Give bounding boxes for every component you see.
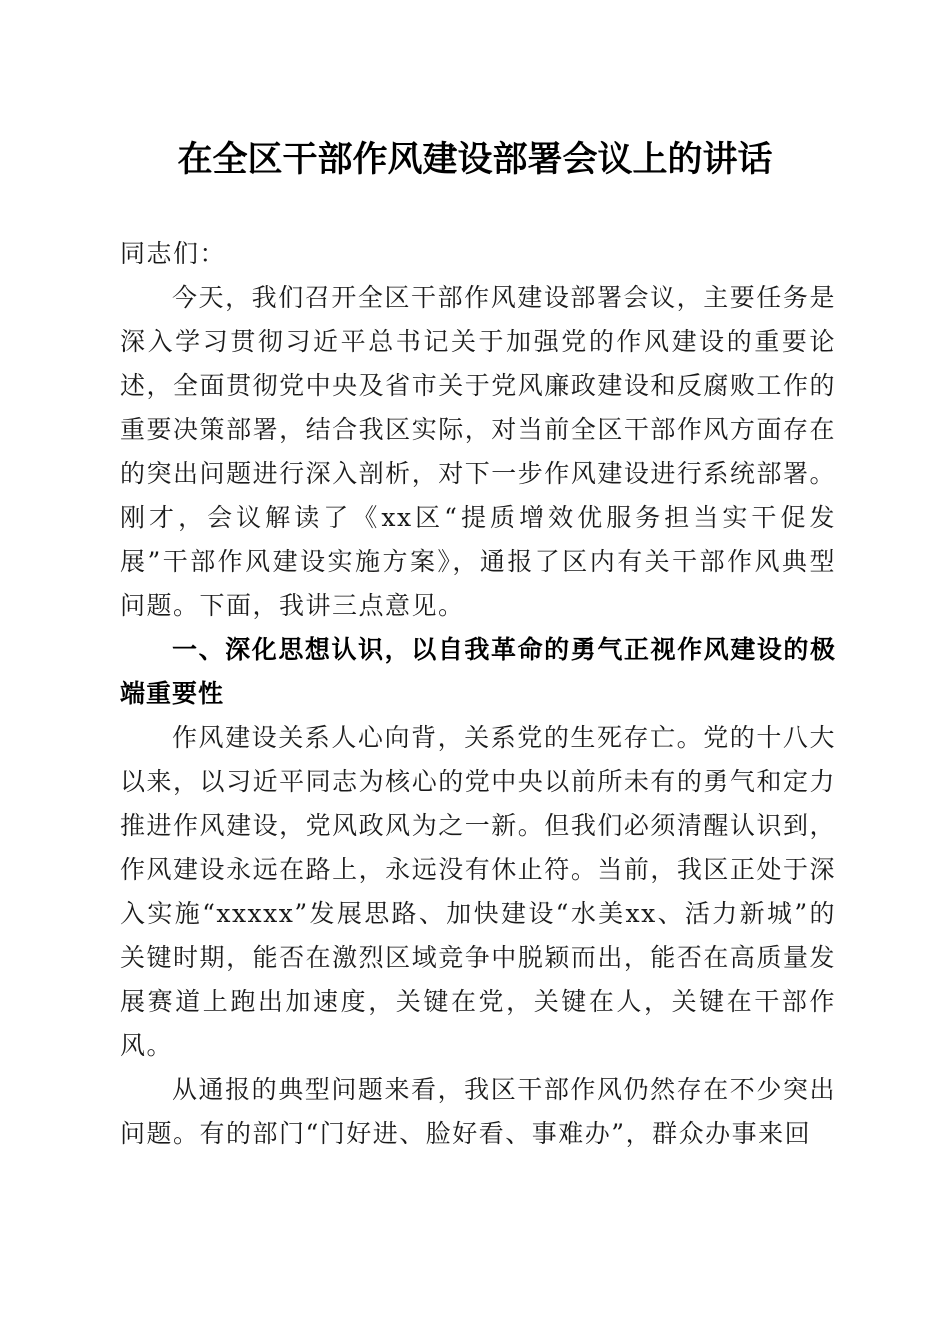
- intro-paragraph: 今天，我们召开全区干部作风建设部署会议，主要任务是深入学习贯彻习近平总书记关于加强党的作风建设的重要论述，全面贯彻党中央及省市关于党风廉政建设和反腐败工作的重要决策部署，结合我区实际，对当前全区干部作风方面存在的突出问题进行深入剖析，对下一步作风建设进行系统部署。刚才，会议解读了《xx区“提质增效优服务担当实干促发展”干部作风建设实施方案》，通报了区内有关干部作风典型问题。下面，我讲三点意见。: [120, 283, 836, 620]
- section-1-paragraph-1: 作风建设关系人心向背，关系党的生死存亡。党的十八大以来，以习近平同志为核心的党中央以前所未有的勇气和定力推进作风建设，党风政风为之一新。但我们必须清醒认识到，作风建设永远在路上，永远没有休止符。当前，我区正处于深入实施“xxxxx”发展思路、加快建设“水美xx、活力新城”的关键时期，能否在激烈区域竞争中脱颖而出，能否在高质量发展赛道上跑出加速度，关键在党，关键在人，关键在干部作风。: [120, 723, 836, 1060]
- document-title: 在全区干部作风建设部署会议上的讲话: [177, 139, 773, 180]
- document-body: [120, 232, 836, 1156]
- section-1-paragraph-2: 从通报的典型问题来看，我区干部作风仍然存在不少突出问题。有的部门“门好进、脸好看、事难办”，群众办事来回: [120, 1075, 836, 1148]
- salutation: 同志们：: [120, 239, 227, 268]
- section-1-heading: 一、深化思想认识，以自我革命的勇气正视作风建设的极端重要性: [120, 635, 836, 708]
